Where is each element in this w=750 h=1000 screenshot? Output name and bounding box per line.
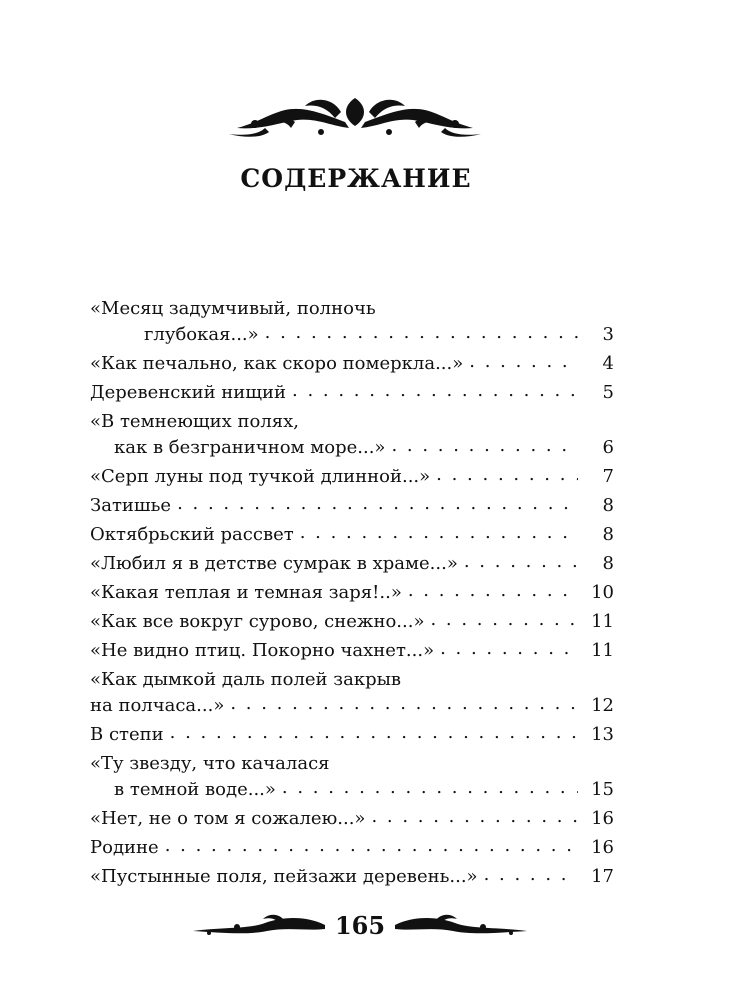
toc-entry <box>90 296 614 348</box>
toc-entry <box>90 464 614 490</box>
toc-entry-title: «Серп луны под тучкой длинной...» <box>90 466 431 487</box>
leader-dots <box>165 833 578 859</box>
toc-entry <box>90 638 614 664</box>
toc-entry-title: «Как печально, как скоро померкла...» <box>90 353 464 374</box>
leader-dots <box>371 804 578 830</box>
toc-entry-page: 8 <box>602 553 614 574</box>
toc-entry-title: «Любил я в детстве сумрак в храме...» <box>90 553 458 574</box>
toc-entry-page: 16 <box>591 837 614 858</box>
toc-entry-page: 10 <box>591 582 614 603</box>
leader-dots <box>391 433 578 459</box>
toc-entry <box>90 493 614 519</box>
toc-entry-page: 16 <box>591 808 614 829</box>
toc-entry <box>90 351 614 377</box>
toc-entry-first-line: «Месяц задумчивый, полночь <box>90 298 376 319</box>
toc-entry-title: «Не видно птиц. Покорно чахнет...» <box>90 640 435 661</box>
toc-entry <box>90 522 614 548</box>
toc-entry <box>90 751 614 803</box>
leader-dots <box>464 549 578 575</box>
leader-dots <box>436 462 578 488</box>
toc-entry-page: 8 <box>602 495 614 516</box>
toc-entry <box>90 806 614 832</box>
toc-entry-page: 13 <box>591 724 614 745</box>
toc-entry <box>90 864 614 890</box>
toc-entry-page: 6 <box>602 437 614 458</box>
toc-entry-page: 11 <box>591 611 614 632</box>
toc-entry-title: «Какая теплая и темная заря!..» <box>90 582 402 603</box>
toc-entry-page: 5 <box>602 382 614 403</box>
toc-entry-title: на полчаса...» <box>90 695 225 716</box>
toc-entry-first-line: «В темнеющих полях, <box>90 411 299 432</box>
leader-dots <box>170 720 578 746</box>
toc-entry-title: «Нет, не о том я сожалею...» <box>90 808 366 829</box>
toc-entry-page: 3 <box>602 324 614 345</box>
toc-entry-page: 15 <box>591 779 614 800</box>
toc-entry-title: Деревенский нищий <box>90 382 287 403</box>
leader-dots <box>484 862 578 888</box>
leader-dots <box>440 636 578 662</box>
toc-entry-page: 8 <box>602 524 614 545</box>
leader-dots <box>265 320 578 346</box>
toc-entry-title: в темной воде...» <box>114 779 276 800</box>
toc-entry-title: В степи <box>90 724 164 745</box>
toc-entry <box>90 551 614 577</box>
toc-entry-title: «Пустынные поля, пейзажи деревень...» <box>90 866 478 887</box>
toc-entry-title: Октябрьский рассвет <box>90 524 294 545</box>
toc-entry-first-line: «Ту звезду, что качалася <box>90 753 330 774</box>
toc-entry-title: Родине <box>90 837 159 858</box>
toc-entry-title: Затишье <box>90 495 172 516</box>
leader-dots <box>177 491 578 517</box>
leader-dots <box>230 691 578 717</box>
toc-entry <box>90 835 614 861</box>
toc-entry <box>90 667 614 719</box>
toc-entry-first-line: «Как дымкой даль полей закрыв <box>90 669 402 690</box>
toc-entry-page: 11 <box>591 640 614 661</box>
page-number: 165 <box>334 911 386 940</box>
toc-entry-title: глубокая...» <box>144 324 259 345</box>
toc-entry <box>90 580 614 606</box>
leader-dots <box>300 520 578 546</box>
toc-entry-page: 17 <box>591 866 614 887</box>
toc-entry-page: 7 <box>602 466 614 487</box>
leader-dots <box>430 607 578 633</box>
decorative-ornament-top <box>225 92 485 140</box>
toc-entry <box>90 409 614 461</box>
leader-dots <box>469 349 578 375</box>
leader-dots <box>408 578 578 604</box>
toc-entry <box>90 722 614 748</box>
table-of-contents <box>90 296 614 893</box>
toc-entry-page: 12 <box>591 695 614 716</box>
toc-entry-title: как в безграничном море...» <box>114 437 386 458</box>
page-title: СОДЕРЖАНИЕ <box>240 164 472 193</box>
toc-entry <box>90 609 614 635</box>
toc-entry <box>90 380 614 406</box>
toc-entry-page: 4 <box>602 353 614 374</box>
leader-dots <box>292 378 578 404</box>
toc-entry-title: «Как все вокруг сурово, снежно...» <box>90 611 425 632</box>
page-footer <box>185 905 535 945</box>
leader-dots <box>282 775 578 801</box>
